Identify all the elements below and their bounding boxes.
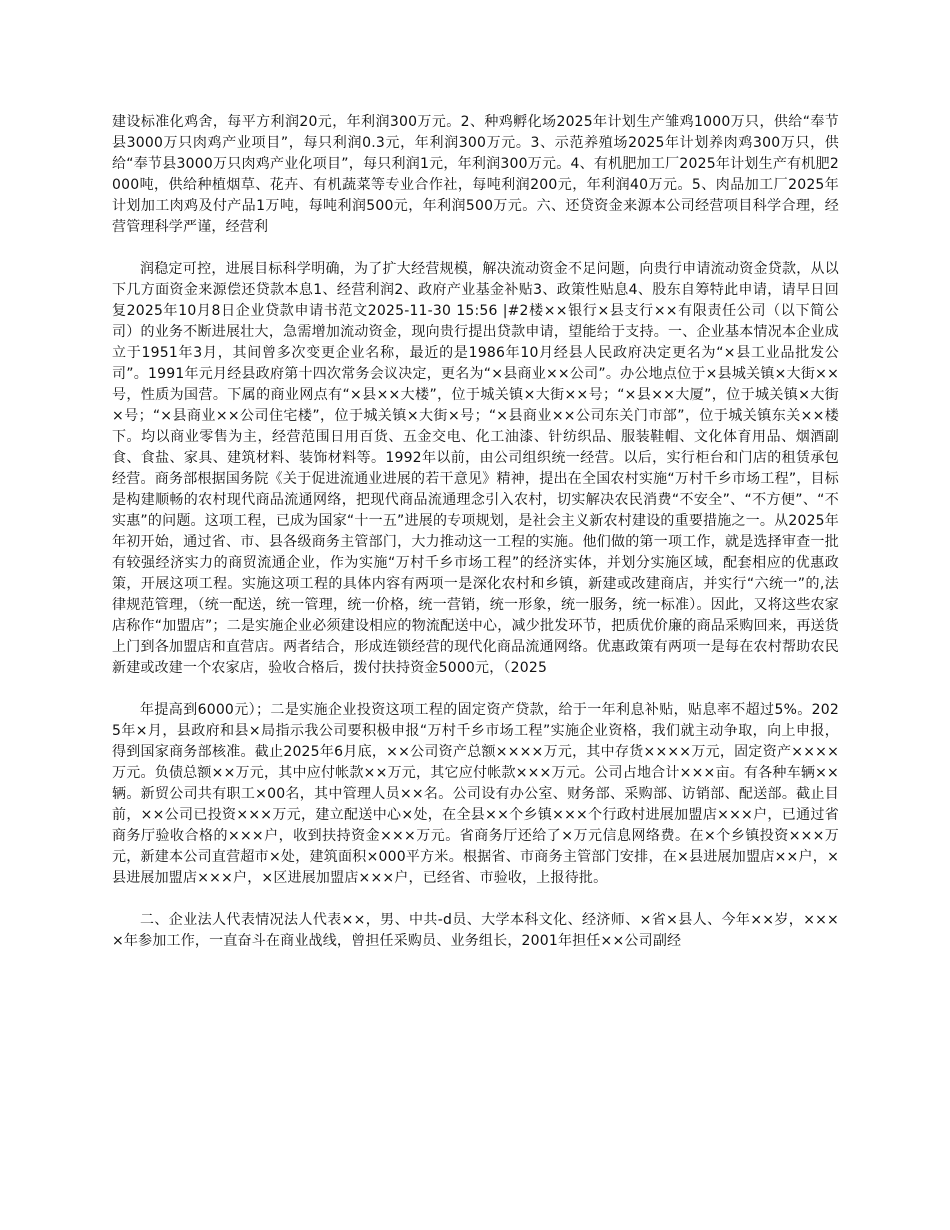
document-page bbox=[112, 112, 839, 952]
paragraph-1: 建设标准化鸡舍，每平方利润20元，年利润300万元。2、种鸡孵化场2025年计划生产雏鸡1000万只，供给“奉节县3000万只肉鸡产业项目”，每只利润0.3元，年利润300万元。3、示范养殖场2025年计划养肉鸡300万只，供给“奉节县3000万只肉鸡产业化项目”，每只利润1元，年利润300万元。4、有机肥加工厂2025年计划生产有机肥2000吨，供给种植烟草、花卉、有机蔬菜等专业合作社，每吨利润200元，年利润40万元。5、肉品加工厂2025年计划加工肉鸡及付产品1万吨，每吨利润500元，年利润500万元。六、还贷资金来源本公司经营项目科学合理，经营管理科学严谨，经营利 bbox=[112, 114, 839, 235]
paragraph-spacer bbox=[112, 889, 839, 910]
paragraph-4: 二、企业法人代表情况法人代表××，男、中共-d员、大学本科文化、经济师、×省×县人、今年××岁，××××年参加工作，一直奋斗在商业战线，曾担任采购员、业务组长，2001年担任××公司副经 bbox=[112, 912, 839, 949]
paragraph-2: 润稳定可控，进展目标科学明确，为了扩大经营规模，解决流动资金不足问题，向贵行申请流动资金贷款，从以下几方面资金来源偿还贷款本息1、经营利润2、政府产业基金补贴3、政策性贴息4、股东自筹特此申请，请早日回复2025年10月8日企业贷款申请书范文2025-11-30 15:56 |#2楼××银行×县支行××有限责任公司（以下简公司）的业务不断进展壮大，急需增加流动资金，现向贵行提出贷款申请，望能给于支持。一、企业基本情况本企业成立于1951年3月，其间曾多次变更企业名称，最近的是1986年10月经县人民政府决定更名为“×县工业品批发公司”。1991年元月经县政府第十四次常务会议决定，更名为“×县商业××公司”。办公地点位于×县城关镇×大街××号，性质为国营。下属的商业网点有“×县××大楼”，位于城关镇×大街××号；“×县××大厦”，位于城关镇×大街×号；“×县商业××公司住宅楼”，位于城关镇×大街×号；“×县商业××公司东关门市部”，位于城关镇东关××楼下。均以商业零售为主，经营范围日用百货、五金交电、化工油漆、针纺织品、服装鞋帽、文化体育用品、烟酒副食、食盐、家具、建筑材料、装饰材料等。1992年以前，由公司组织统一经营。以后，实行柜台和门店的租赁承包经营。商务部根据国务院《关于促进流通业进展的若干意见》精神，提出在全国农村实施“万村千乡市场工程”，目标是构建顺畅的农村现代商品流通网络，把现代商品流通理念引入农村，切实解决农民消费“不安全”、“不方便”、“不实惠”的问题。这项工程，已成为国家“十一五”进展的专项规划，是社会主义新农村建设的重要措施之一。从2025年年初开始，通过省、市、县各级商务主管部门，大力推动这一工程的实施。他们做的第一项工作，就是选择审查一批有较强经济实力的商贸流通企业，作为实施“万村千乡市场工程”的经济实体，并划分实施区域，配套相应的优惠政策，开展这项工程。实施这项工程的具体内容有两项一是深化农村和乡镇，新建或改建商店，并实行“六统一”的,法律规范管理，（统一配送，统一管理，统一价格，统一营销，统一形象，统一服务，统一标准）。因此，又将这些农家店称作“加盟店”；二是实施企业必须建设相应的物流配送中心，减少批发环节，把质优价廉的商品采购回来，再送货上门到各加盟店和直营店。两者结合，形成连锁经营的现代化商品流通网络。优惠政策有两项一是每在农村帮助农民新建或改建一个农家店，验收合格后，拨付扶持资金5000元，（2025 bbox=[112, 261, 839, 676]
paragraph-spacer bbox=[112, 679, 839, 700]
paragraph-3: 年提高到6000元）；二是实施企业投资这项工程的固定资产贷款，给于一年利息补贴，贴息率不超过5%。2025年×月，县政府和县×局指示我公司要积极申报“万村千乡市场工程”实施企业资格，我们就主动争取，向上申报，得到国家商务部核准。截止2025年6月底，××公司资产总额××××万元，其中存货××××万元，固定资产××××万元。负债总额××万元，其中应付帐款××万元，其它应付帐款×××万元。公司占地合计×××亩。有各种车辆××辆。新贸公司共有职工×00名，其中管理人员××名。公司设有办公室、财务部、采购部、访销部、配送部。截止目前，××公司已投资×××万元，建立配送中心×处，在全县××个乡镇×××个行政村进展加盟店×××户，已通过省商务厅验收合格的×××户，收到扶持资金×××万元。省商务厅还给了×万元信息网络费。在×个乡镇投资×××万元，新建本公司直营超市×处，建筑面积×000平方米。根据省、市商务主管部门安排，在×县进展加盟店××户，×县进展加盟店×××户，×区进展加盟店×××户，已经省、市验收，上报待批。 bbox=[112, 702, 839, 886]
paragraph-spacer bbox=[112, 238, 839, 259]
